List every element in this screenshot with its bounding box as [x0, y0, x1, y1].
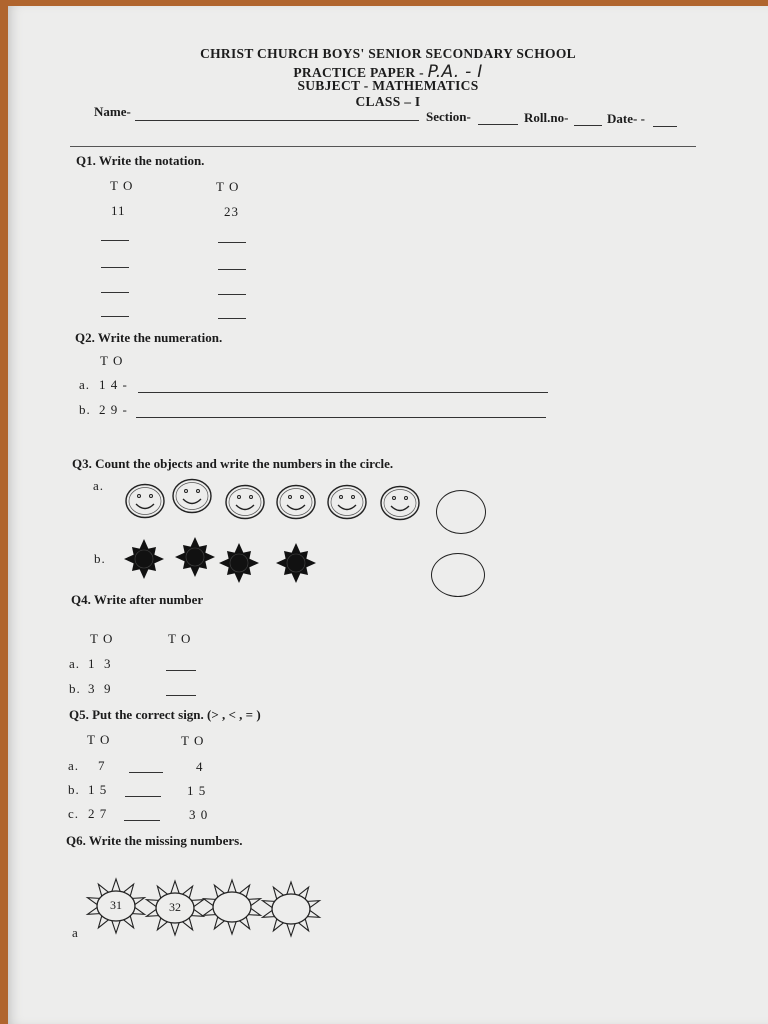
q1-blank[interactable]: [101, 267, 129, 268]
q1-col1-value: 11: [111, 203, 126, 218]
q3-b-label: b.: [94, 551, 106, 566]
roll-label: Roll.no-: [524, 110, 569, 125]
name-field[interactable]: [135, 120, 419, 121]
missing-number-sun: [84, 876, 148, 936]
sun-outline-icon: [200, 877, 264, 937]
q1-blank[interactable]: [218, 294, 246, 295]
roll-field[interactable]: [574, 125, 602, 126]
missing-number-sun: [143, 878, 207, 938]
q2-a-value: 1 4 -: [99, 377, 128, 392]
sun-icon: [217, 541, 261, 585]
missing-number-sun[interactable]: [200, 877, 264, 937]
name-label: Name-: [94, 104, 131, 119]
q5-b-left: 1 5: [88, 782, 108, 797]
smiley-face-icon: [172, 478, 214, 516]
q4-a-label: a.: [69, 656, 81, 671]
q1-col2-value: 23: [224, 204, 239, 219]
q5-b-sign-blank[interactable]: [125, 796, 161, 797]
section-label: Section-: [426, 109, 471, 124]
q2-b-value: 2 9 -: [99, 402, 128, 417]
q5-c-right: 3 0: [189, 807, 209, 822]
q5-c-label: c.: [68, 806, 80, 821]
q4-b-blank[interactable]: [166, 695, 196, 696]
worksheet-page: [8, 6, 768, 1024]
q3-title: Q3. Count the objects and write the numbers in the circle.: [72, 456, 394, 471]
sun-icon: [173, 535, 217, 579]
q1-blank[interactable]: [218, 269, 246, 270]
q2-b-label: b.: [79, 402, 91, 417]
q5-head1: T O: [87, 732, 111, 747]
q1-blank[interactable]: [101, 316, 129, 317]
date-label: Date- -: [607, 111, 645, 126]
sun-number: 31: [110, 898, 122, 912]
q2-b-answer-line[interactable]: [136, 417, 546, 418]
missing-number-sun[interactable]: [259, 879, 323, 939]
paper-handwritten: P.A. - I: [427, 62, 483, 82]
q5-c-sign-blank[interactable]: [124, 820, 160, 821]
date-field[interactable]: [653, 126, 677, 127]
q6-title: Q6. Write the missing numbers.: [66, 833, 243, 848]
smiley-face-icon: [276, 484, 318, 522]
paper-title-text: PRACTICE PAPER -: [293, 65, 424, 80]
q1-blank[interactable]: [101, 292, 129, 293]
sun-number: 32: [169, 900, 181, 914]
q1-title: Q1. Write the notation.: [76, 153, 205, 168]
q1-blank[interactable]: [101, 240, 129, 241]
q4-head2: T O: [168, 631, 192, 646]
q5-a-sign-blank[interactable]: [129, 772, 163, 773]
subject-title: SUBJECT - MATHEMATICS: [297, 78, 479, 93]
q2-head: T O: [100, 353, 124, 368]
q4-b-value: 3 9: [88, 681, 112, 696]
q4-a-value: 1 3: [88, 656, 112, 671]
q4-a-blank[interactable]: [166, 670, 196, 671]
q3-b-answer-circle[interactable]: [431, 553, 485, 597]
q4-head1: T O: [90, 631, 114, 646]
q2-a-answer-line[interactable]: [138, 392, 548, 393]
smiley-face-icon: [225, 484, 267, 522]
q5-a-right: 4: [196, 759, 204, 774]
q3-a-label: a.: [93, 478, 105, 493]
q4-title: Q4. Write after number: [71, 592, 204, 607]
school-name: CHRIST CHURCH BOYS' SENIOR SECONDARY SCHOOL: [200, 46, 576, 61]
q5-title: Q5. Put the correct sign. (> , < , = ): [69, 707, 261, 722]
smiley-face-icon: [380, 485, 422, 523]
q2-a-label: a.: [79, 377, 91, 392]
smiley-face-icon: [125, 483, 167, 521]
q5-a-left: 7: [98, 758, 106, 773]
q3-a-answer-circle[interactable]: [436, 490, 486, 534]
header-divider: [70, 146, 696, 147]
q5-c-left: 2 7: [88, 806, 108, 821]
q1-blank[interactable]: [218, 318, 246, 319]
class-title: CLASS – I: [355, 94, 421, 109]
q1-col2-head: T O: [216, 179, 240, 194]
section-field[interactable]: [478, 124, 518, 125]
q6-label: a: [72, 925, 79, 940]
q5-head2: T O: [181, 733, 205, 748]
smiley-face-icon: [327, 484, 369, 522]
q1-blank[interactable]: [218, 242, 246, 243]
sun-icon: [122, 537, 166, 581]
q4-b-label: b.: [69, 681, 81, 696]
q5-b-right: 1 5: [187, 783, 207, 798]
q5-b-label: b.: [68, 782, 80, 797]
sun-icon: [274, 541, 318, 585]
q1-col1-head: T O: [110, 178, 134, 193]
q5-a-label: a.: [68, 758, 80, 773]
q2-title: Q2. Write the numeration.: [75, 330, 223, 345]
sun-outline-icon: [259, 879, 323, 939]
